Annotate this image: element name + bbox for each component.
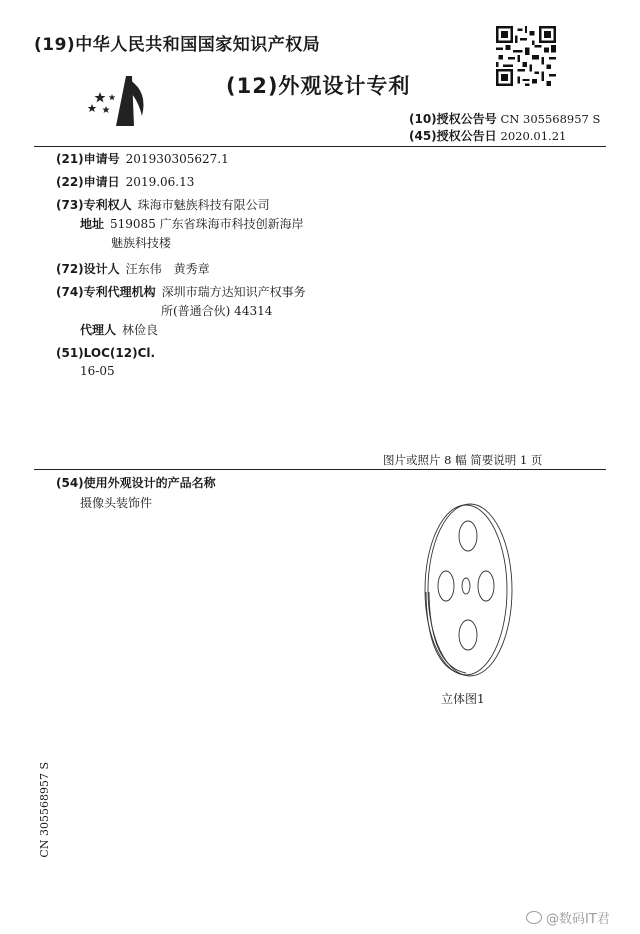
designer-value: 汪东伟 黄秀章 bbox=[125, 262, 210, 276]
loc-value: 16-05 bbox=[80, 364, 115, 378]
publication-date-row bbox=[409, 127, 566, 144]
product-name-label: (54)使用外观设计的产品名称 bbox=[56, 476, 216, 490]
patentee-row bbox=[56, 196, 270, 213]
section-divider bbox=[34, 469, 606, 470]
designer-row bbox=[56, 260, 210, 277]
agency-line-1: 深圳市瑞方达知识产权事务 bbox=[161, 285, 306, 299]
watermark-text: @数码IT君 bbox=[546, 912, 610, 927]
application-number-value: 201930305627.1 bbox=[125, 152, 229, 166]
weibo-logo-icon bbox=[526, 911, 542, 924]
agent-label: 代理人 bbox=[80, 323, 117, 337]
agent-row bbox=[80, 321, 158, 338]
publication-date-label: (45)授权公告日 bbox=[409, 129, 497, 143]
weibo-watermark bbox=[526, 908, 610, 927]
publication-date-value: 2020.01.21 bbox=[500, 129, 567, 143]
document-type-title: (12)外观设计专利 bbox=[226, 74, 411, 98]
publication-number-label: (10)授权公告号 bbox=[409, 112, 497, 126]
camera-trim-perspective-drawing bbox=[416, 500, 516, 680]
cnipa-emblem-icon bbox=[86, 72, 150, 128]
side-publication-code: CN 305568957 S bbox=[38, 762, 51, 858]
product-name-value: 摄像头装饰件 bbox=[80, 496, 153, 510]
agency-line-2: 所(普通合伙) 44314 bbox=[161, 304, 273, 318]
address-label: 地址 bbox=[80, 217, 105, 231]
figures-summary: 图片或照片 8 幅 简要说明 1 页 bbox=[383, 453, 543, 467]
patentee-label: (73)专利权人 bbox=[56, 198, 132, 212]
publication-number-row bbox=[409, 110, 600, 127]
product-name-row bbox=[56, 474, 216, 491]
loc-classification-row bbox=[56, 346, 155, 360]
agency-row bbox=[56, 283, 306, 300]
application-number-row bbox=[56, 150, 229, 167]
patentee-value: 珠海市魅族科技有限公司 bbox=[137, 198, 270, 212]
designer-label: (72)设计人 bbox=[56, 262, 120, 276]
application-date-value: 2019.06.13 bbox=[125, 175, 195, 189]
header-divider bbox=[34, 146, 606, 147]
address-line-1: 519085 广东省珠海市科技创新海岸 bbox=[110, 217, 304, 231]
agent-value: 林俭良 bbox=[122, 323, 159, 337]
address-row bbox=[80, 215, 304, 232]
qr-code-icon bbox=[496, 26, 556, 86]
address-line-2: 魅族科技楼 bbox=[111, 236, 172, 250]
application-date-label: (22)申请日 bbox=[56, 175, 120, 189]
issuing-office: (19)中华人民共和国国家知识产权局 bbox=[34, 35, 321, 55]
loc-label: (51)LOC(12)Cl. bbox=[56, 346, 156, 360]
application-date-row bbox=[56, 173, 194, 190]
publication-number-value: CN 305568957 S bbox=[500, 112, 601, 126]
application-number-label: (21)申请号 bbox=[56, 152, 120, 166]
figure-caption: 立体图1 bbox=[441, 692, 485, 706]
agency-label: (74)专利代理机构 bbox=[56, 285, 156, 299]
